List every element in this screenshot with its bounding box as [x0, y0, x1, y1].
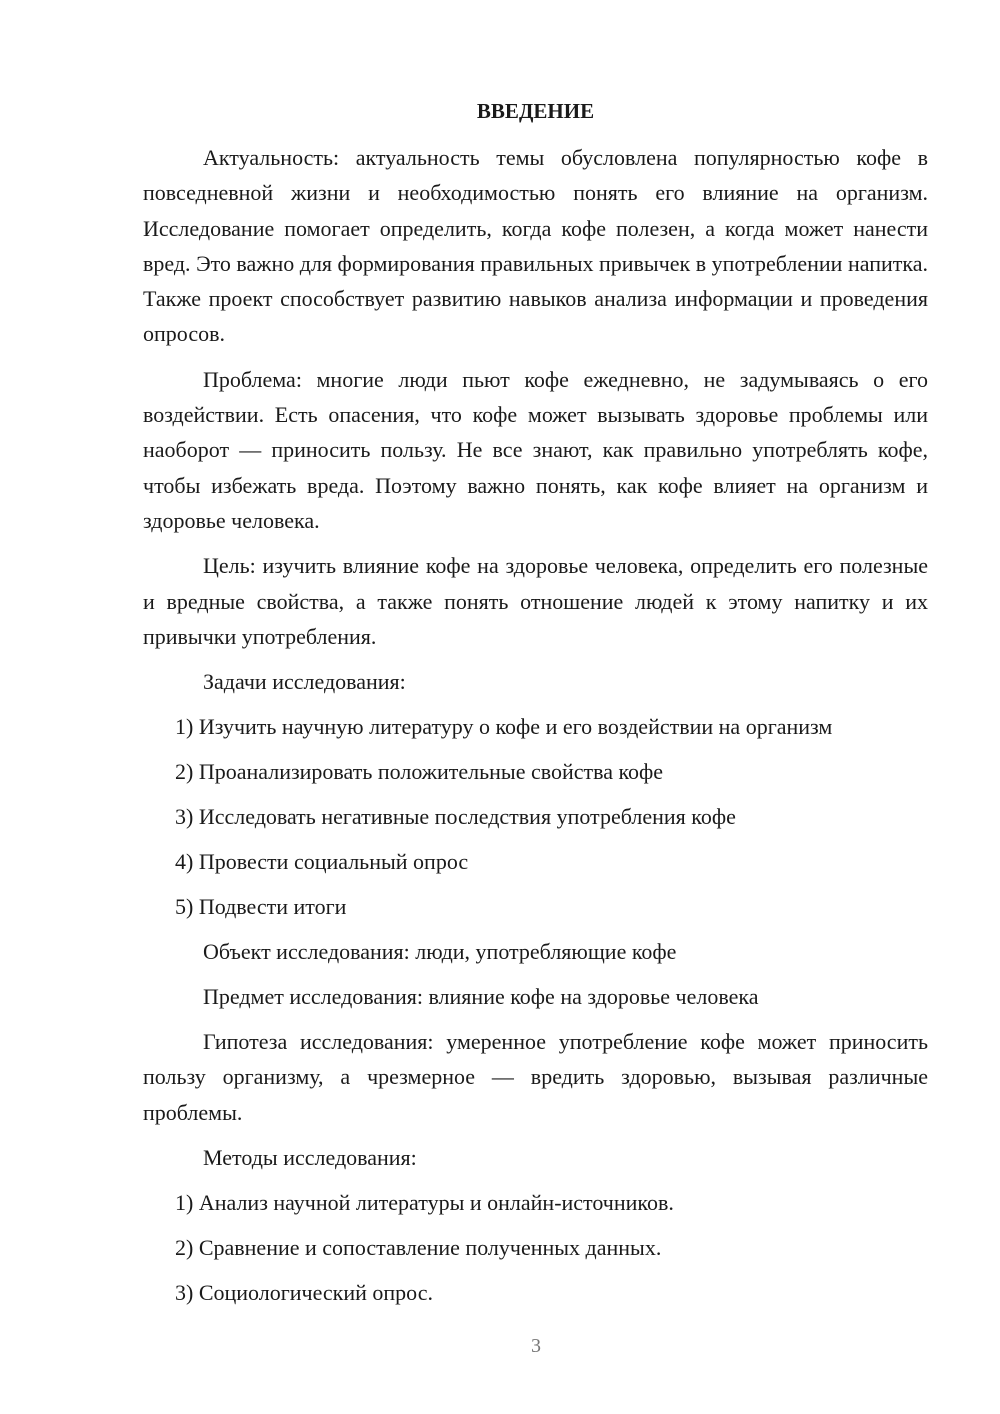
relevance-paragraph: Актуальность: актуальность темы обусловлена популярностью кофе в повседневной жизни и необходимостью понять его влияние на организм. Исследование помогает определить, когда кофе полезен, а когда может нанести вред. Это важно для формирования правильных привычек в употреблении напитка. Также проект способствует развитию навыков анализа информации и проведения опросов.	[143, 145, 928, 347]
task-item-5: 5) Подвести итоги	[175, 894, 347, 920]
task-item-1: 1) Изучить научную литературу о кофе и его воздействии на организм	[175, 714, 833, 740]
problem-paragraph: Проблема: многие люди пьют кофе ежедневно, не задумываясь о его воздействии. Есть опасения, что кофе может вызывать здоровье проблемы или наоборот — приносить пользу. Не все знают, как правильно употреблять кофе, чтобы избежать вреда. Поэтому важно понять, как кофе влияет на организм и здоровье человека.	[143, 366, 928, 533]
tasks-heading: Задачи исследования:	[203, 669, 406, 695]
research-object: Объект исследования: люди, употребляющие кофе	[203, 939, 677, 965]
page-number: 3	[531, 1335, 541, 1357]
hypothesis-paragraph: Гипотеза исследования: умеренное употребление кофе может приносить пользу организму, а чрезмерное — вредить здоровью, вызывая различные проблемы.	[143, 1029, 928, 1125]
method-item-1: 1) Анализ научной литературы и онлайн-источников.	[175, 1190, 674, 1216]
research-subject: Предмет исследования: влияние кофе на здоровье человека	[203, 984, 759, 1010]
task-item-3: 3) Исследовать негативные последствия употребления кофе	[175, 804, 736, 830]
methods-heading: Методы исследования:	[203, 1145, 417, 1171]
task-item-2: 2) Проанализировать положительные свойства кофе	[175, 759, 664, 785]
section-title: ВВЕДЕНИЕ	[476, 99, 595, 123]
methods-list	[143, 1185, 928, 1310]
goal-paragraph: Цель: изучить влияние кофе на здоровье человека, определить его полезные и вредные свойства, а также понять отношение людей к этому напитку и их привычки употребления.	[143, 553, 928, 649]
tasks-list	[143, 709, 928, 924]
task-item-4: 4) Провести социальный опрос	[175, 849, 469, 875]
method-item-3: 3) Социологический опрос.	[175, 1280, 433, 1306]
page-content	[143, 96, 928, 1320]
method-item-2: 2) Сравнение и сопоставление полученных данных.	[175, 1235, 662, 1261]
